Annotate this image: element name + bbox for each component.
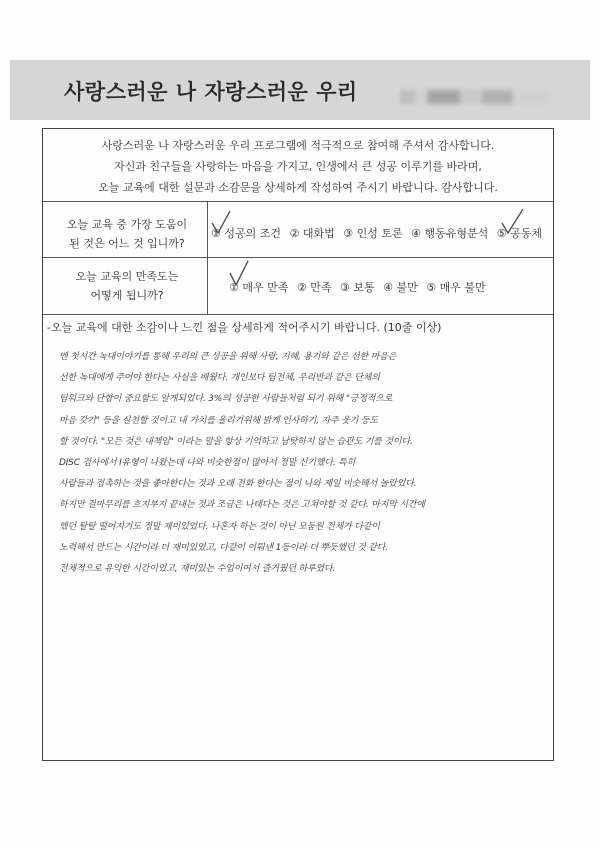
- intro-line: 자신과 친구들을 사랑하는 마음을 가지고, 인생에서 큰 성공 이루기를 바라며,: [114, 160, 482, 173]
- divider: [43, 257, 553, 258]
- intro-line: 오늘 교육에 대한 설문과 소감문을 상세하게 작성하여 주시기 바랍니다. 감사합니다.: [98, 181, 498, 194]
- question-line: 오늘 교육의 만족도는: [75, 270, 179, 283]
- intro-line: 사랑스러운 나 자랑스러운 우리 프로그램에 적극적으로 참여해 주셔서 감사합니다.: [101, 139, 495, 152]
- survey-form: [42, 128, 554, 761]
- response-line: 하지만 걸마무리를 흐지부지 끝내는 것과 조금은 나태다는 것은 고쳐야할 것 같다. 마지막 시간에: [59, 500, 425, 511]
- option-community[interactable]: ⑤ 공동체: [496, 227, 542, 240]
- response-line: 마음 갖기" 등을 실천할 것이고 내 가치를 올리기위해 밝게 인사하기, 자주 웃기 등도: [59, 415, 378, 426]
- redacted-name: [400, 90, 550, 104]
- checkmark-icon: [227, 259, 251, 289]
- option-very-satisfied[interactable]: ① 매우 만족: [229, 281, 289, 294]
- response-line: 팀워크와 단합이 중요함도 알게되었다. 3%의 성공한 사람들처럼 되기 위해 "긍정적으로: [59, 394, 393, 405]
- page-title: 사랑스러운 나 자랑스러운 우리: [64, 80, 358, 104]
- option-conversation[interactable]: ② 대화법: [289, 227, 335, 240]
- response-line: 했던 탈탈 떨어지기도 정말 재미있었다. 나혼자 하는 것이 아닌 모둠원 전체가 다같이: [59, 521, 380, 532]
- option-success-conditions[interactable]: ① 성공의 조건: [211, 227, 281, 240]
- response-line: 맨 첫시간 녹대이야기를 통해 우리의 큰 성공을 위해 사랑, 지혜, 용기와 같은 선한 마음은: [59, 352, 397, 362]
- question-line: 어떻게 됩니까?: [90, 289, 164, 302]
- question-line: 오늘 교육 중 가장 도움이: [66, 218, 188, 231]
- options-helpful: [211, 225, 547, 241]
- question-satisfaction: [47, 267, 207, 305]
- response-line: 노력해서 만드는 시간이라 더 재미있었고, 다같이 이뤄낸 1등이라 더 뿌듯했던 것 같다.: [59, 542, 388, 553]
- response-line: 사람들과 접촉하는 것을 좋아한다는 것과 오래 전화 한다는 점이 나와 제일 비슷해서 놀랐었다.: [59, 479, 417, 490]
- option-satisfied[interactable]: ② 만족: [296, 281, 332, 294]
- options-satisfaction: [229, 279, 491, 295]
- response-line: 선한 녹대에게 주어야 한다는 사실을 배웠다. 개인보다 팀전체, 우리반과 같은 단체의: [59, 373, 380, 384]
- option-neutral[interactable]: ③ 보통: [339, 281, 375, 294]
- option-behavior-analysis[interactable]: ④ 행동유형분석: [411, 227, 489, 240]
- divider: [43, 201, 553, 202]
- response-line: 할 것이다. "모든 것은 내책임" 이라는 말을 항상 기억하고 남탓하지 않는 습관도 기를 것이다.: [59, 436, 413, 447]
- option-very-unsatisfied[interactable]: ⑤ 매우 불만: [426, 281, 486, 294]
- option-unsatisfied[interactable]: ④ 불만: [383, 281, 418, 294]
- response-line: DISC 검사에서 I유형이 나왔는데 나와 비슷한점이 많아서 정말 신기했다. 특히: [59, 458, 356, 469]
- checkmark-icon: [499, 207, 525, 237]
- essay-prompt: -오늘 교육에 대한 소감이나 느낀 점을 상세하게 적어주시기 바랍니다. (10줄 이상): [47, 321, 442, 334]
- handwritten-response[interactable]: [59, 347, 539, 580]
- question-line: 된 것은 어느 것 입니까?: [69, 237, 185, 250]
- response-line: 전체적으로 유익한 시간이었고, 재미있는 수업이여서 즐거웠던 하루였다.: [59, 564, 336, 575]
- option-character-debate[interactable]: ③ 인성 토론: [343, 227, 403, 240]
- question-helpful: [47, 215, 207, 253]
- checkmark-icon: [209, 209, 233, 239]
- intro-text: [43, 135, 553, 198]
- divider: [43, 314, 553, 315]
